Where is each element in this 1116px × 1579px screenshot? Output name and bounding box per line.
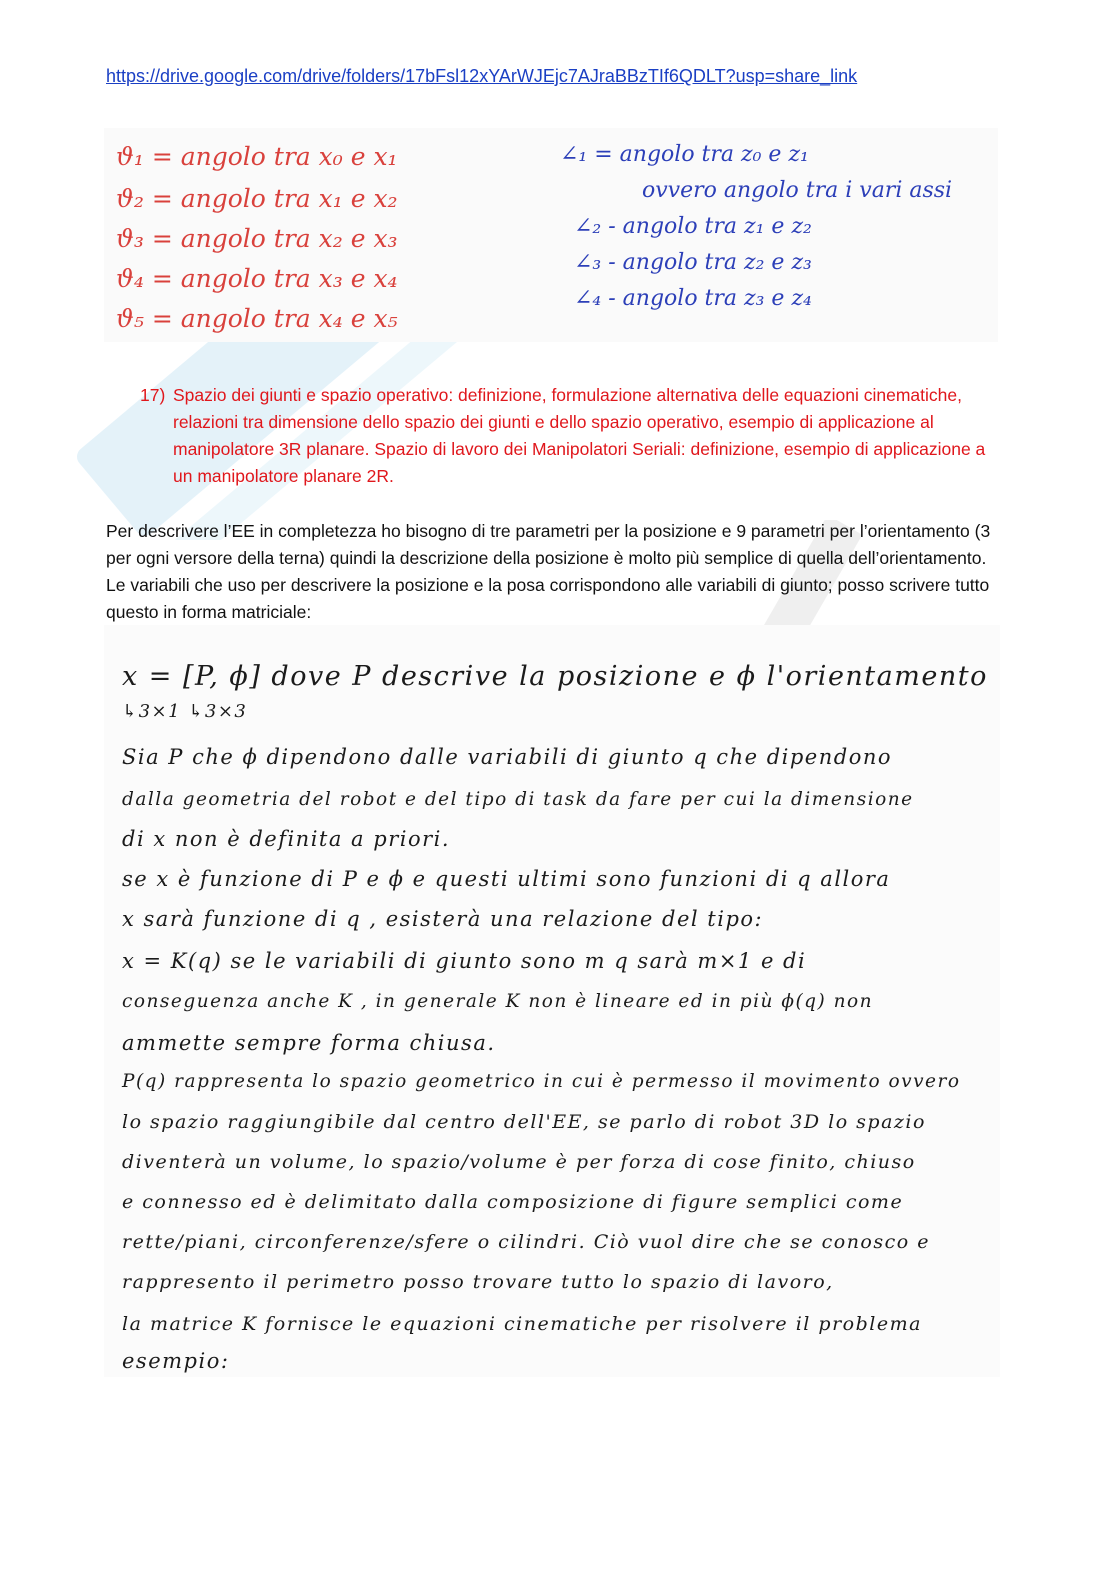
question-number: 17): [140, 385, 166, 405]
note-line-2: ↳3×1 ↳3×3: [122, 701, 248, 722]
angle-alpha-1: ∠₁ = angolo tra z₀ e z₁: [560, 142, 809, 167]
note-line-12: lo spazio raggiungibile dal centro dell'EE, se parlo di robot 3D lo spazio: [122, 1111, 926, 1133]
note-line-15: rette/piani, circonferenze/sfere o cilindri. Ciò vuol dire che se conosco e: [122, 1231, 930, 1253]
note-line-8: x = K(q) se le variabili di giunto sono m q sarà m×1 e di: [122, 949, 807, 973]
note-line-5: di x non è definita a priori.: [122, 827, 451, 851]
angle-theta-3: ϑ₃ = angolo tra x₂ e x₃: [116, 224, 398, 253]
note-line-9: conseguenza anche K , in generale K non è lineare ed in più ϕ(q) non: [122, 991, 874, 1012]
angle-alpha-3: ∠₃ - angolo tra z₂ e z₃: [574, 250, 812, 275]
angle-theta-2: ϑ₂ = angolo tra x₁ e x₂: [116, 184, 398, 213]
note-line-1: x = [P, ϕ] dove P descrive la posizione e ϕ l'orientamento: [122, 661, 988, 692]
note-line-10: ammette sempre forma chiusa.: [122, 1031, 496, 1055]
body-paragraph: Per descrivere l’EE in completezza ho bisogno di tre parametri per la posizione e 9 parametri per l’orientamento (3 per ogni versore della terna) quindi la descrizione della posizione è molto più semplice di quella dell’orientamento. Le variabili che uso per descrivere la posizione e la posa corrispondono alle variabili di giunto; posso scrivere tutto questo in forma matriciale:: [106, 521, 991, 622]
angle-alpha-note: ovvero angolo tra i vari assi: [642, 178, 953, 203]
note-line-11: P(q) rappresenta lo spazio geometrico in cui è permesso il movimento ovvero: [122, 1071, 961, 1092]
note-line-13: diventerà un volume, lo spazio/volume è per forza di cose finito, chiuso: [122, 1151, 916, 1173]
drive-link[interactable]: https://drive.google.com/drive/folders/17bFsl12xYArWJEjc7AJraBBzTIf6QDLT?usp=share_link: [106, 66, 858, 86]
angle-alpha-2: ∠₂ - angolo tra z₁ e z₂: [574, 214, 812, 239]
note-line-3: Sia P che ϕ dipendono dalle variabili di giunto q che dipendono: [122, 745, 893, 769]
note-line-7: x sarà funzione di q , esisterà una relazione del tipo:: [122, 907, 764, 931]
note-line-14: e connesso ed è delimitato dalla composizione di figure semplici come: [122, 1191, 904, 1213]
note-line-17: la matrice K fornisce le equazioni cinematiche per risolvere il problema: [122, 1313, 922, 1335]
note-line-16: rappresento il perimetro posso trovare tutto lo spazio di lavoro,: [122, 1271, 834, 1293]
angle-theta-5: ϑ₅ = angolo tra x₄ e x₅: [116, 304, 398, 333]
angle-theta-4: ϑ₄ = angolo tra x₃ e x₄: [116, 264, 398, 293]
angle-theta-1: ϑ₁ = angolo tra x₀ e x₁: [116, 142, 398, 171]
handwritten-angles-image: [104, 128, 998, 342]
handwritten-notes-image: [104, 625, 1000, 1377]
note-line-6: se x è funzione di P e ϕ e questi ultimi sono funzioni di q allora: [122, 867, 891, 891]
note-line-18: esempio:: [122, 1349, 230, 1373]
question-text: Spazio dei giunti e spazio operativo: definizione, formulazione alternativa delle equazioni cinematiche, relazioni tra dimensione dello spazio dei giunti e dello spazio operativo, esempio di applicazione al manipolatore 3R planare. Spazio di lavoro dei Manipolatori Seriali: definizione, esempio di applicazione a un manipolatore planare 2R.: [173, 385, 986, 486]
angle-alpha-4: ∠₄ - angolo tra z₃ e z₄: [574, 286, 812, 311]
note-line-4: dalla geometria del robot e del tipo di task da fare per cui la dimensione: [122, 789, 914, 810]
